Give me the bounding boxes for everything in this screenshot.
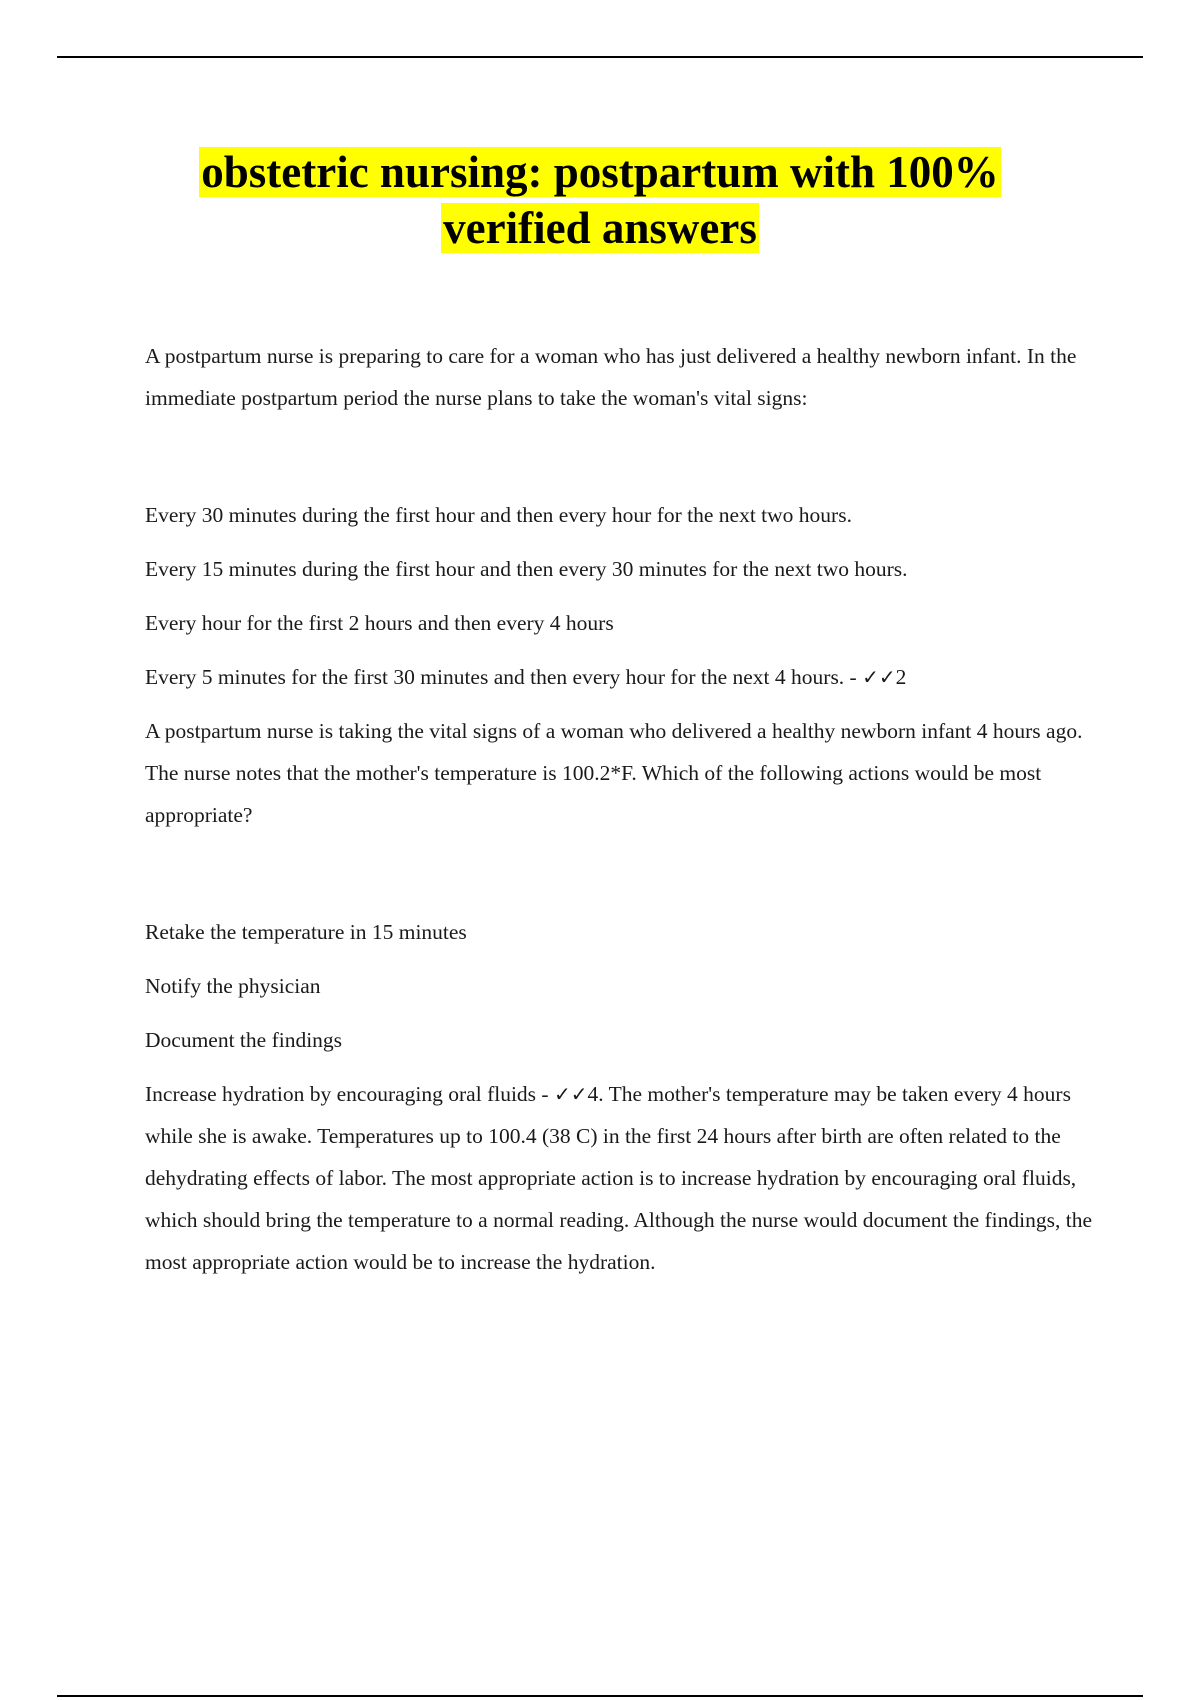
question-1-option-1: Every 30 minutes during the first hour and then every hour for the next two hours. xyxy=(145,503,852,527)
question-2-answer: 4. The mother's temperature may be taken every 4 hours while she is awake. Temperatures up to 100.4 (38 C) in the first 24 hours after birth are often related to the dehydrating effects of labor. The most appropriate action is to increase hydration by encouraging oral fluids, which should bring the temperature to a normal reading. Although the nurse would document the findings, the most appropriate action would be to increase the hydration. xyxy=(145,1082,1092,1274)
question-1-option-4 xyxy=(145,656,1095,698)
document-title xyxy=(120,144,1080,256)
document-body xyxy=(145,335,1095,1283)
question-1-stem: A postpartum nurse is preparing to care for a woman who has just delivered a healthy newborn infant. In the immediate postpartum period the nurse plans to take the woman's vital signs: xyxy=(145,344,1077,410)
question-2-option-4 xyxy=(145,1073,1095,1283)
question-2 xyxy=(145,710,1095,1283)
top-rule xyxy=(57,56,1143,58)
question-1-answer: 2 xyxy=(895,665,907,689)
question-1-option-3: Every hour for the first 2 hours and then every 4 hours xyxy=(145,611,614,635)
question-1 xyxy=(145,335,1095,698)
bottom-rule xyxy=(57,1695,1143,1697)
question-1-option-2: Every 15 minutes during the first hour and then every 30 minutes for the next two hours. xyxy=(145,557,908,581)
question-2-option-2: Notify the physician xyxy=(145,974,321,998)
question-1-option-4-text: Every 5 minutes for the first 30 minutes and then every hour for the next 4 hours. - xyxy=(145,665,863,689)
question-2-option-1: Retake the temperature in 15 minutes xyxy=(145,920,467,944)
title-line-2: verified answers xyxy=(443,203,757,253)
spacer xyxy=(145,836,1095,911)
spacer xyxy=(145,419,1095,494)
question-2-option-4-text: Increase hydration by encouraging oral fluids - xyxy=(145,1082,554,1106)
question-2-stem: A postpartum nurse is taking the vital signs of a woman who delivered a healthy newborn infant 4 hours ago. The nurse notes that the mother's temperature is 100.2*F. Which of the following actions would be most appropriate? xyxy=(145,719,1083,827)
check-mark-icon: ✓✓ xyxy=(862,665,896,689)
check-mark-icon: ✓✓ xyxy=(553,1082,588,1106)
title-line-1: obstetric nursing: postpartum with 100% xyxy=(201,147,999,197)
question-2-option-3: Document the findings xyxy=(145,1028,343,1052)
